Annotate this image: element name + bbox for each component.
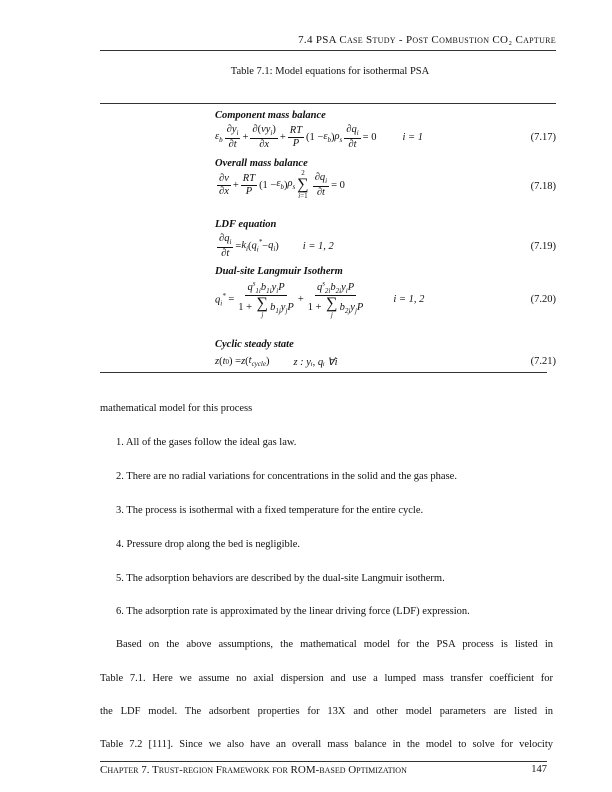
table-bottom-rule (100, 372, 547, 373)
paragraph-line: Table 7.2 [111]. Since we also have an overall mass balance in the model to solve for velocity (100, 739, 553, 750)
eq-heading: Cyclic steady state (215, 339, 294, 350)
list-item: 5. The adsorption behaviors are described by the dual-site Langmuir isotherm. (116, 573, 445, 584)
list-item: 4. Pressure drop along the bed is negligible. (116, 539, 301, 550)
list-item: 3. The process is isothermal with a fixed temperature for the entire cycle. (116, 505, 424, 516)
equation-dual-site-langmuir: $q_i^*$ = $q^s_{1i}b_{1i}y_iP$ 1 + ∑ j $b_{1j}y_jP$ + $q^s_{2i}b_{2i}y_iP$ 1 + ∑ j $b_{2j}y_jP$ i = 1, 2 (215, 279, 425, 320)
list-item: 1. All of the gases follow the ideal gas law. (116, 437, 297, 448)
equation-ldf: $\frac{\partial q_i}{\partial t}$ = $k_i$ ( $q_i^*$ − $q_i$ ) i = 1, 2 (219, 233, 334, 259)
eq-heading: Component mass balance (215, 110, 326, 121)
table-caption: Table 7.1: Model equations for isothermal PSA (230, 66, 430, 77)
eq-condition: i = 1 (402, 131, 423, 143)
eq-number: (7.21) (530, 356, 556, 367)
eq-number: (7.18) (530, 181, 556, 192)
table-top-rule (100, 103, 556, 104)
eq-number: (7.17) (530, 132, 556, 143)
list-item: 2. There are no radial variations for concentrations in the solid and the gas phase. (116, 471, 457, 482)
list-item: 6. The adsorption rate is approximated by the linear driving force (LDF) expression. (116, 606, 470, 617)
eq-number: (7.19) (530, 241, 556, 252)
eq-heading: Overall mass balance (215, 158, 308, 169)
eq-heading: LDF equation (215, 219, 277, 230)
intro-text: mathematical model for this process (100, 403, 253, 414)
equation-component-mass-balance: $\varepsilon_b$ $\frac{\partial y_i}{\partial t}$ + $\frac{\partial(vy_i)}{\partial x}$ + $\frac{RT}{P}$ (1 − $\varepsilon_b$ ) $\rho_s$ $\frac{\partial q_i}{\partial t}$ = 0 i = 1 (215, 124, 423, 150)
equation-cyclic-steady-state: z ( t 0 ) = z ( $t_{cycle}$ ) z : yᵢ, qᵢ ∀i (215, 355, 338, 369)
eq-number: (7.20) (530, 294, 556, 305)
paragraph-line: the LDF model. The adsorbent properties for 13X and other model parameters are listed in (100, 706, 553, 717)
eq-condition: z : yᵢ, qᵢ ∀i (293, 356, 338, 368)
equation-overall-mass-balance: $\frac{\partial v}{\partial x}$ + $\frac{RT}{P}$ (1 − $\varepsilon_b$ ) $\rho_s$ 2 ∑ i=1 $\frac{\partial q_i}{\partial t}$ = 0 (219, 169, 345, 200)
eq-condition: i = 1, 2 (393, 294, 425, 306)
paragraph-line: Table 7.1. Here we assume no axial dispersion and use a lumped mass transfer coefficient for (100, 673, 553, 684)
footer-chapter: Chapter 7. Trust-region Framework for ROM-based Optimization (100, 764, 407, 776)
eq-heading: Dual-site Langmuir Isotherm (215, 266, 343, 277)
page-number: 147 (531, 764, 547, 775)
eq-condition: i = 1, 2 (302, 240, 334, 252)
header-rule (100, 50, 556, 51)
paragraph-line: Based on the above assumptions, the mathematical model for the PSA process is listed in (116, 639, 553, 650)
running-head: 7.4 PSA Case Study - Post Combustion CO₂ Capture (298, 34, 556, 46)
footer-rule (100, 761, 547, 762)
